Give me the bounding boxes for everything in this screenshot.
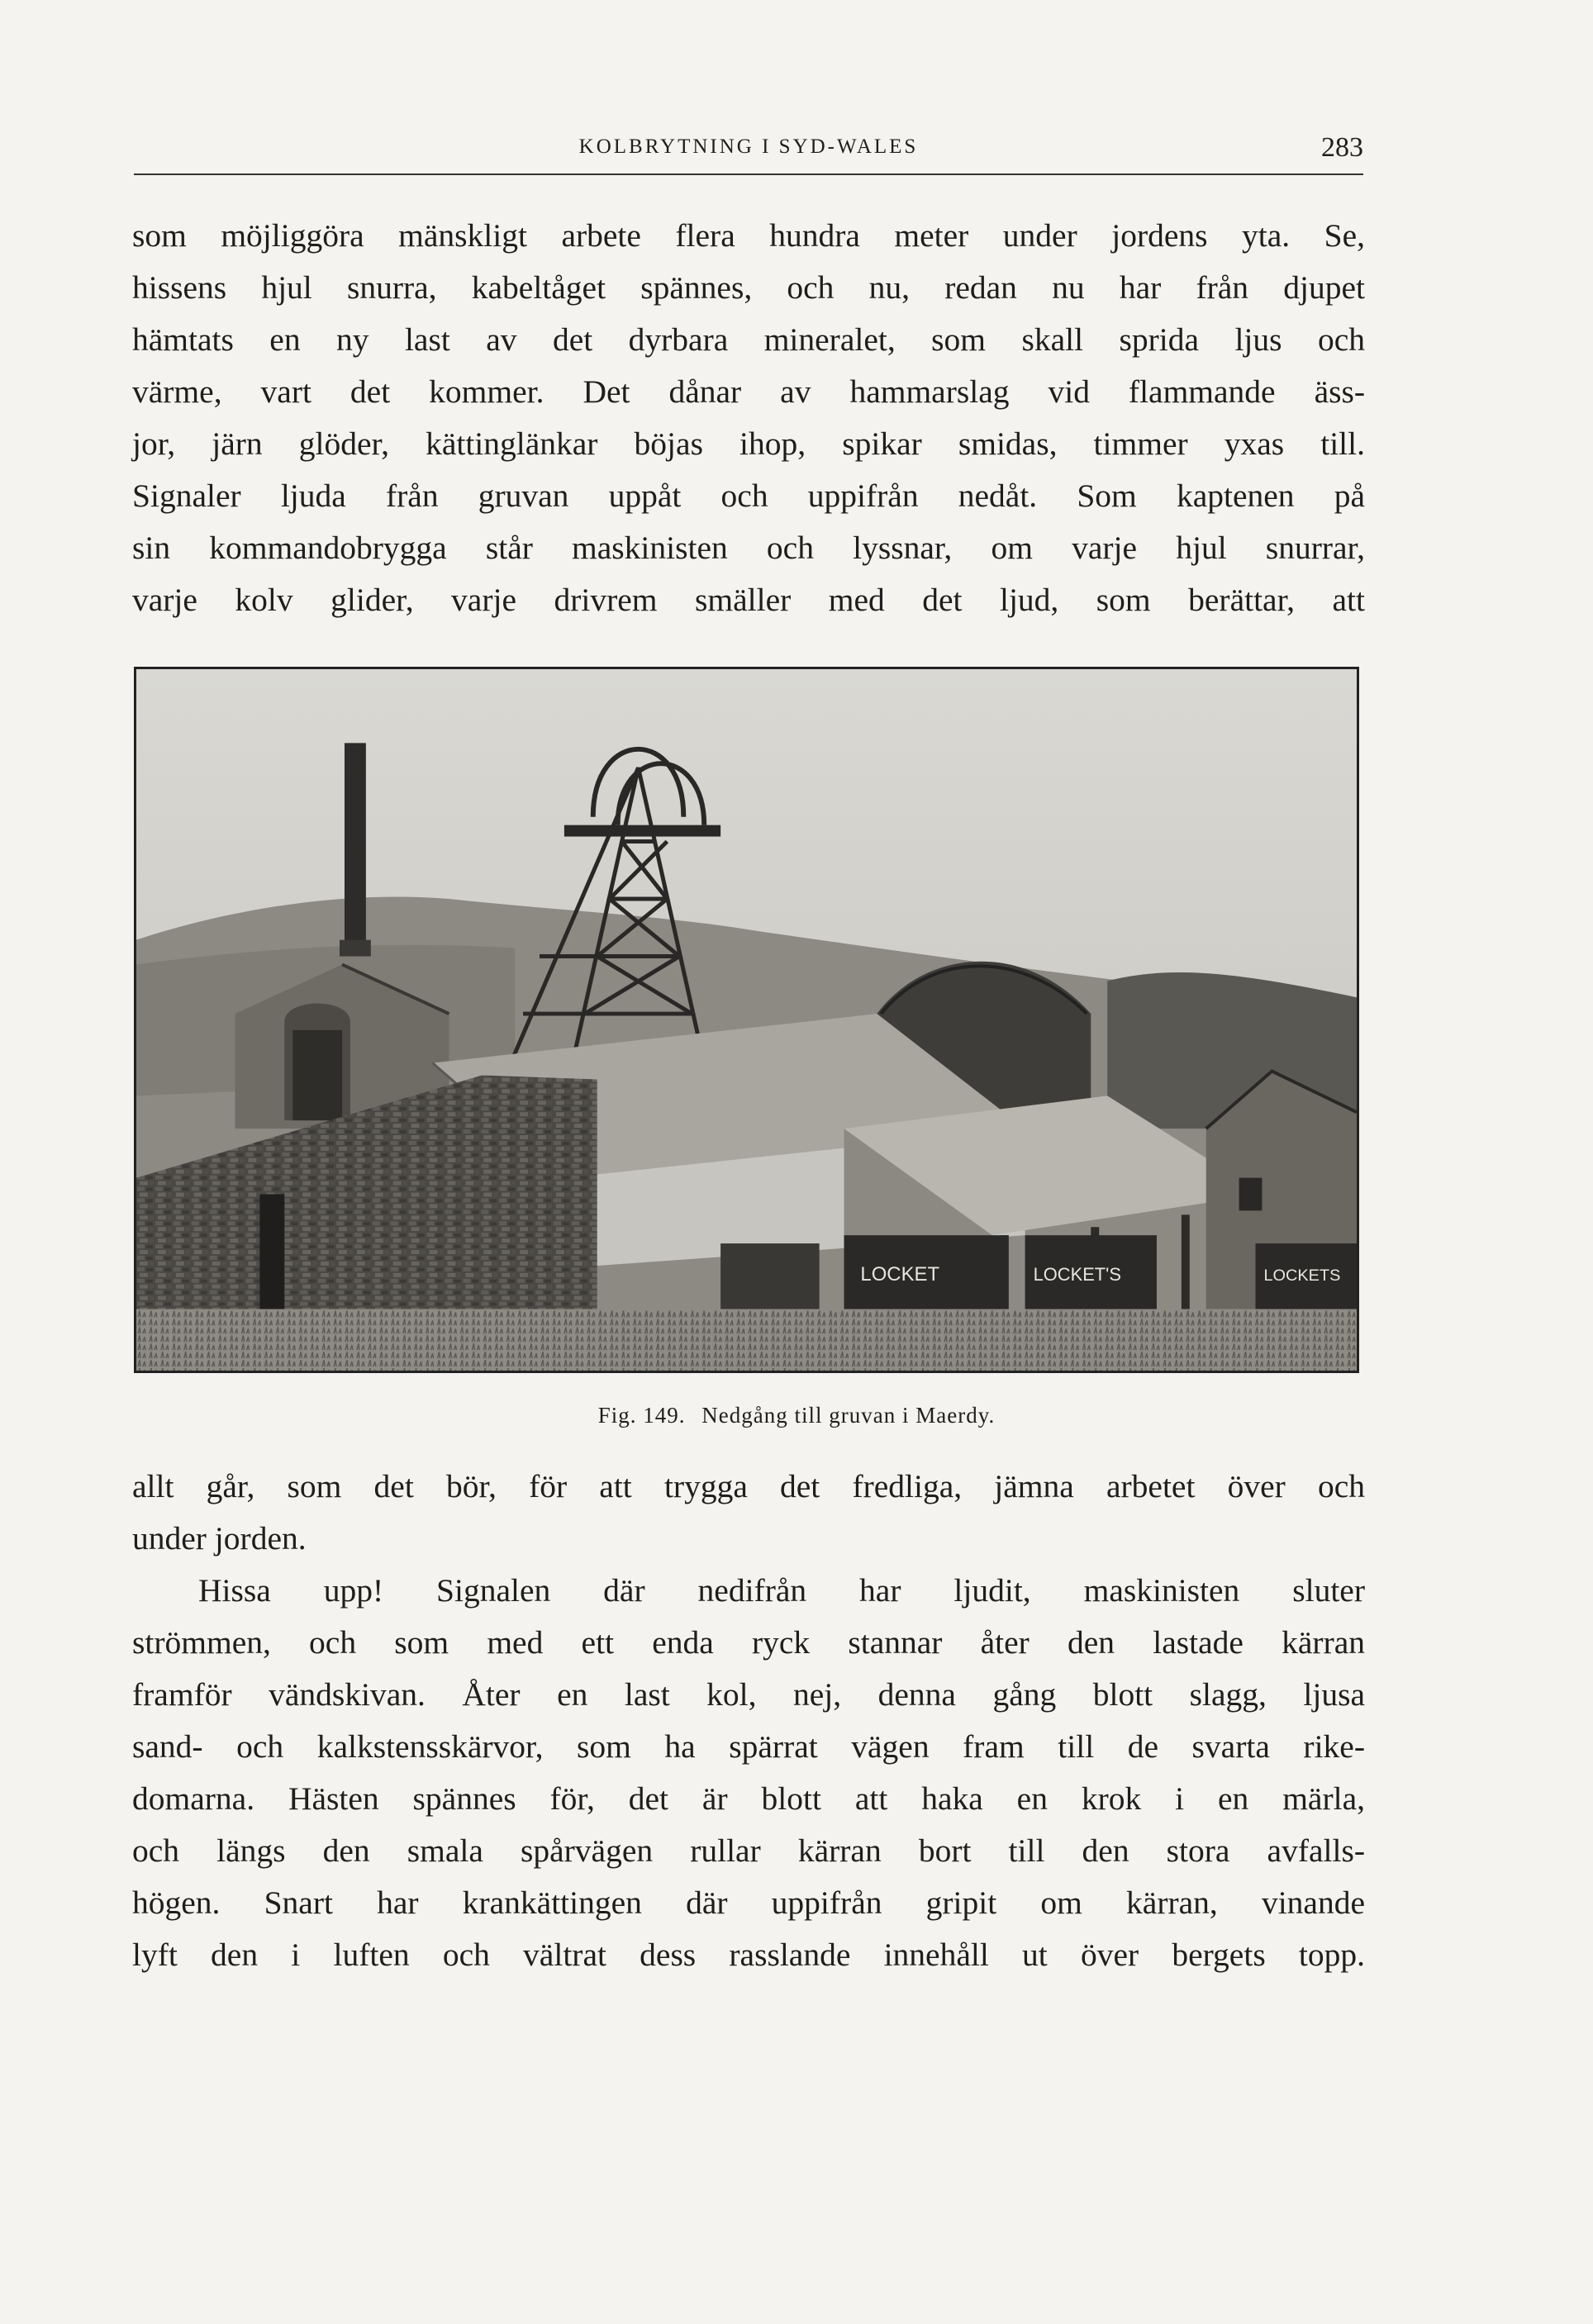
paragraph-2 bbox=[132, 1461, 1365, 1565]
wagon-sign: LOCKETS bbox=[1263, 1266, 1341, 1285]
text-line: varje kolv glider, varje drivrem smäller med det ljud, som berättar, att bbox=[132, 582, 1365, 618]
running-title: KOLBRYTNING I SYD-WALES bbox=[578, 135, 919, 158]
text-line: hämtats en ny last av det dyrbara mineralet, som skall sprida ljus och bbox=[132, 321, 1365, 358]
wagon-sign: LOCKET'S bbox=[1033, 1263, 1121, 1285]
foreground-grass bbox=[136, 1309, 1357, 1371]
paragraph-3 bbox=[132, 1565, 1365, 1981]
body-text-bottom bbox=[132, 1461, 1365, 1981]
figure-caption-text: Nedgång till gruvan i Maerdy. bbox=[701, 1403, 996, 1428]
chimney bbox=[345, 743, 366, 948]
text-line: Signaler ljuda från gruvan uppåt och uppifrån nedåt. Som kaptenen på bbox=[132, 478, 1365, 514]
text-line: strömmen, och som med ett enda ryck stannar åter den lastade kärran bbox=[132, 1624, 1365, 1661]
colliery-illustration bbox=[136, 669, 1357, 1371]
text-line: allt går, som det bör, för att trygga det fredliga, jämna arbetet över och bbox=[132, 1468, 1365, 1504]
figure-caption bbox=[0, 1403, 1593, 1428]
text-line: som möjliggöra mänskligt arbete flera hundra meter under jordens yta. Se, bbox=[132, 217, 1365, 254]
running-head bbox=[134, 132, 1363, 175]
text-line: lyft den i luften och vältrat dess rasslande innehåll ut över bergets topp. bbox=[132, 1937, 1365, 1973]
text-line: sand- och kalkstensskärvor, som ha spärrat vägen fram till de svarta rike- bbox=[132, 1728, 1365, 1765]
page-number: 283 bbox=[1321, 132, 1363, 163]
text-line: värme, vart det kommer. Det dånar av hammarslag vid flammande äss- bbox=[132, 373, 1365, 410]
figure-label: Fig. 149. bbox=[597, 1403, 686, 1428]
text-line: högen. Snart har krankättingen där uppifrån gripit om kärran, vinande bbox=[132, 1884, 1365, 1921]
text-line: och längs den smala spårvägen rullar kärran bort till den stora avfalls- bbox=[132, 1832, 1365, 1869]
text-line: domarna. Hästen spännes för, det är blott att haka en krok i en märla, bbox=[132, 1780, 1365, 1817]
text-line: under jorden. bbox=[132, 1520, 307, 1556]
text-line: hissens hjul snurra, kabeltåget spännes, och nu, redan nu har från djupet bbox=[132, 269, 1365, 306]
paragraph-1 bbox=[132, 210, 1365, 626]
wagon-sign: LOCKET bbox=[860, 1262, 940, 1286]
text-line: sin kommandobrygga står maskinisten och lyssnar, om varje hjul snurrar, bbox=[132, 530, 1365, 566]
text-line: Hissa upp! Signalen där nedifrån har ljudit, maskinisten sluter bbox=[198, 1572, 1365, 1609]
text-line: framför vändskivan. Åter en last kol, nej, denna gång blott slagg, ljusa bbox=[132, 1676, 1365, 1713]
text-line: jor, järn glöder, kättinglänkar böjas ihop, spikar smidas, timmer yxas till. bbox=[132, 425, 1365, 462]
body-text-top bbox=[132, 210, 1365, 626]
mine-photograph bbox=[134, 667, 1359, 1373]
